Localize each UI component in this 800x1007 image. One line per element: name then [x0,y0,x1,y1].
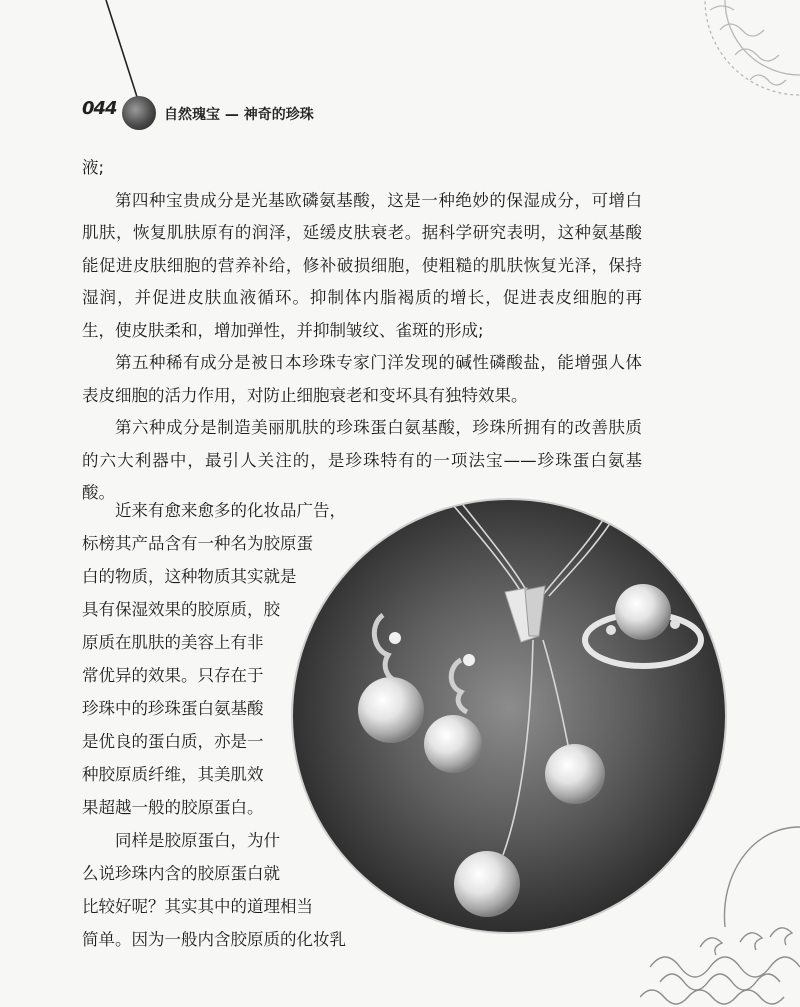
paragraph-fifth-ingredient: 第五种稀有成分是被日本珍珠专家门洋发现的碱性磷酸盐，能增强人体表皮细胞的活力作用，对防止细胞衰老和变坏具有独特效果。 [82,353,642,405]
wrap-line: 是优良的蛋白质，亦是一 [82,732,264,751]
wrap-line: 珍珠中的珍珠蛋白氨基酸 [82,699,264,718]
chapter-title: 自然瑰宝 — 神奇的珍珠 [164,107,314,123]
wrap-line: 白的物质，这种物质其实就是 [82,567,297,586]
body-text-block [82,152,642,510]
wrap-line: 比较好呢？其实其中的道理相当 [82,897,313,916]
page-number: 044 [82,98,117,119]
wrap-line: 具有保湿效果的胶原质，胶 [82,600,280,619]
wrap-line: 同样是胶原蛋白，为什 [82,831,280,850]
wrap-line: 果超越一般的胶原蛋白。 [82,798,264,817]
paragraph-fourth-ingredient: 第四种宝贵成分是光基欧磷氨基酸，这是一种绝妙的保湿成分，可增白肌肤，恢复肌肤原有的润泽，延缓皮肤衰老。据科学研究表明，这种氨基酸能促进皮肤细胞的营养补给，修补破损细胞，使粗糙的肌肤恢复光泽，保持湿润，并促进皮肤血液循环。抑制体内脂褐质的增长，促进表皮细胞的再生，使皮肤柔和，增加弹性，并抑制皱纹、雀斑的形成; [82,190,642,340]
paragraph-sixth-ingredient: 第六种成分是制造美丽肌肤的珍珠蛋白氨基酸，珍珠所拥有的改善肤质的六大利器中，最引人关注的，是珍珠特有的一项法宝——珍珠蛋白氨基酸。 [82,418,642,502]
header-disc-icon [122,96,156,130]
cloud-ornament-top-right [680,0,800,120]
wrap-line: 近来有愈来愈多的化妆品广告， [82,501,346,520]
wrap-line: 常优异的效果。只存在于 [82,666,264,685]
wrap-line: 简单。因为一般内含胶原质的化妆乳 [82,930,346,949]
wrap-line: 么说珍珠内含的胶原蛋白就 [82,864,280,883]
wrap-line: 标榜其产品含有一种名为胶原蛋 [82,534,313,553]
pearl-jewelry-photo [293,500,725,932]
paragraph-continuation: 液; [82,158,105,177]
wrap-line: 种胶原质纤维，其美肌效 [82,765,264,784]
wrap-line: 原质在肌肤的美容上有非 [82,633,264,652]
